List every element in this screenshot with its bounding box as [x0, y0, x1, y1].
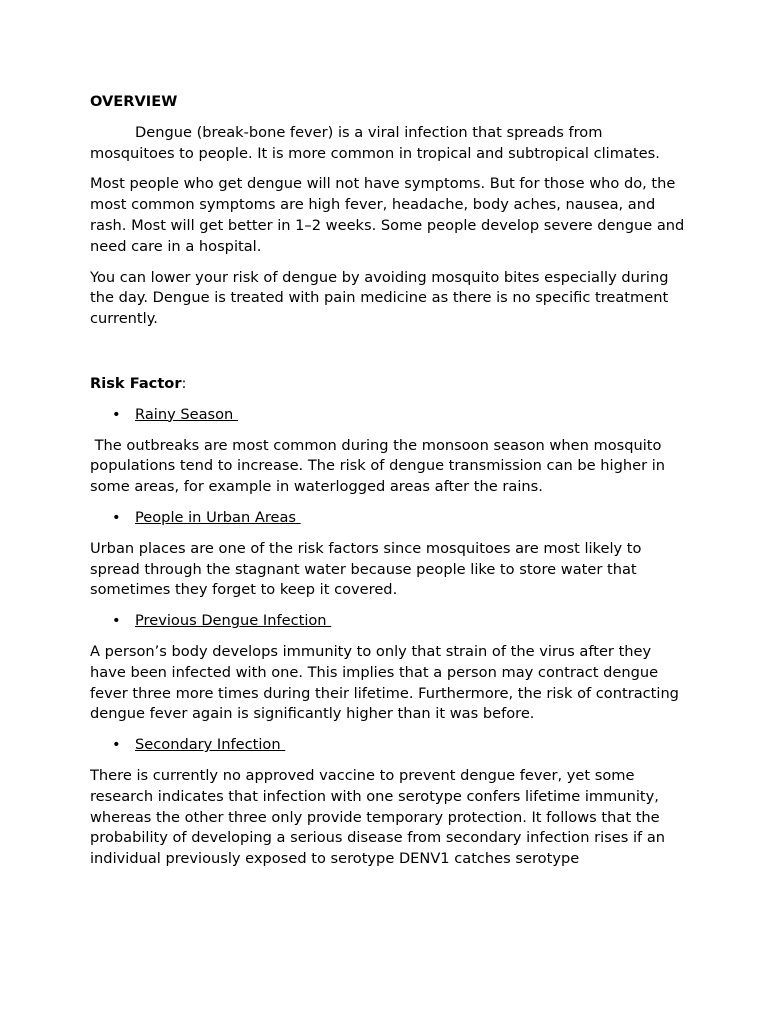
- bullet-icon: •: [112, 405, 121, 423]
- bullet-icon: •: [112, 612, 121, 630]
- overview-paragraph-1: Dengue (break-bone fever) is a viral infection that spreads from mosquitoes to people. It is more common in tropical and subtropical climates.: [90, 123, 660, 162]
- risk-factor-title-3: Previous Dengue Infection: [135, 612, 332, 630]
- bullet-icon: •: [112, 736, 121, 754]
- risk-factor-text-1: The outbreaks are most common during the monsoon season when mosquito populations tend to increase. The risk of dengue transmission can be higher in some areas, for example in waterlogged areas after the rains.: [90, 436, 670, 496]
- bullet-icon: •: [112, 508, 121, 526]
- document-page: [90, 92, 690, 880]
- risk-factor-title-1: Rainy Season: [135, 405, 238, 423]
- risk-factor-bullet-4: [90, 735, 690, 756]
- risk-factor-heading-colon: :: [181, 374, 187, 392]
- risk-factor-text-2: Urban places are one of the risk factors since mosquitoes are most likely to spread through the stagnant water because people like to store water that sometimes they forget to keep it covered.: [90, 539, 642, 599]
- risk-factor-title-2: People in Urban Areas: [135, 508, 301, 526]
- risk-factor-heading: [90, 374, 690, 395]
- risk-factor-bullet-2: [90, 508, 690, 529]
- overview-heading: OVERVIEW: [90, 93, 178, 110]
- overview-paragraph-3: You can lower your risk of dengue by avoiding mosquito bites especially during the day. Dengue is treated with pain medicine as there is no specific treatment currently.: [90, 268, 669, 328]
- section-spacer: [90, 340, 690, 374]
- risk-factor-heading-label: Risk Factor: [90, 374, 182, 392]
- overview-paragraph-2: Most people who get dengue will not have symptoms. But for those who do, the most common symptoms are high fever, headache, body aches, nausea, and rash. Most will get better in 1–2 weeks. Some people develop severe dengue and need care in a hospital.: [90, 175, 685, 255]
- risk-factor-text-3: A person’s body develops immunity to only that strain of the virus after they have been infected with one. This implies that a person may contract dengue fever three more times during their lifetime. Furthermore, the risk of contracting dengue fever again is significantly higher than it was before.: [90, 642, 679, 723]
- risk-factor-bullet-3: [90, 611, 690, 632]
- risk-factor-bullet-1: [90, 405, 690, 426]
- risk-factor-title-4: Secondary Infection: [135, 736, 286, 754]
- risk-factor-text-4: There is currently no approved vaccine to prevent dengue fever, yet some research indicates that infection with one serotype confers lifetime immunity, whereas the other three only provide temporary protection. It follows that the probability of developing a serious disease from secondary infection rises if an individual previously exposed to serotype DENV1 catches serotype: [90, 766, 666, 868]
